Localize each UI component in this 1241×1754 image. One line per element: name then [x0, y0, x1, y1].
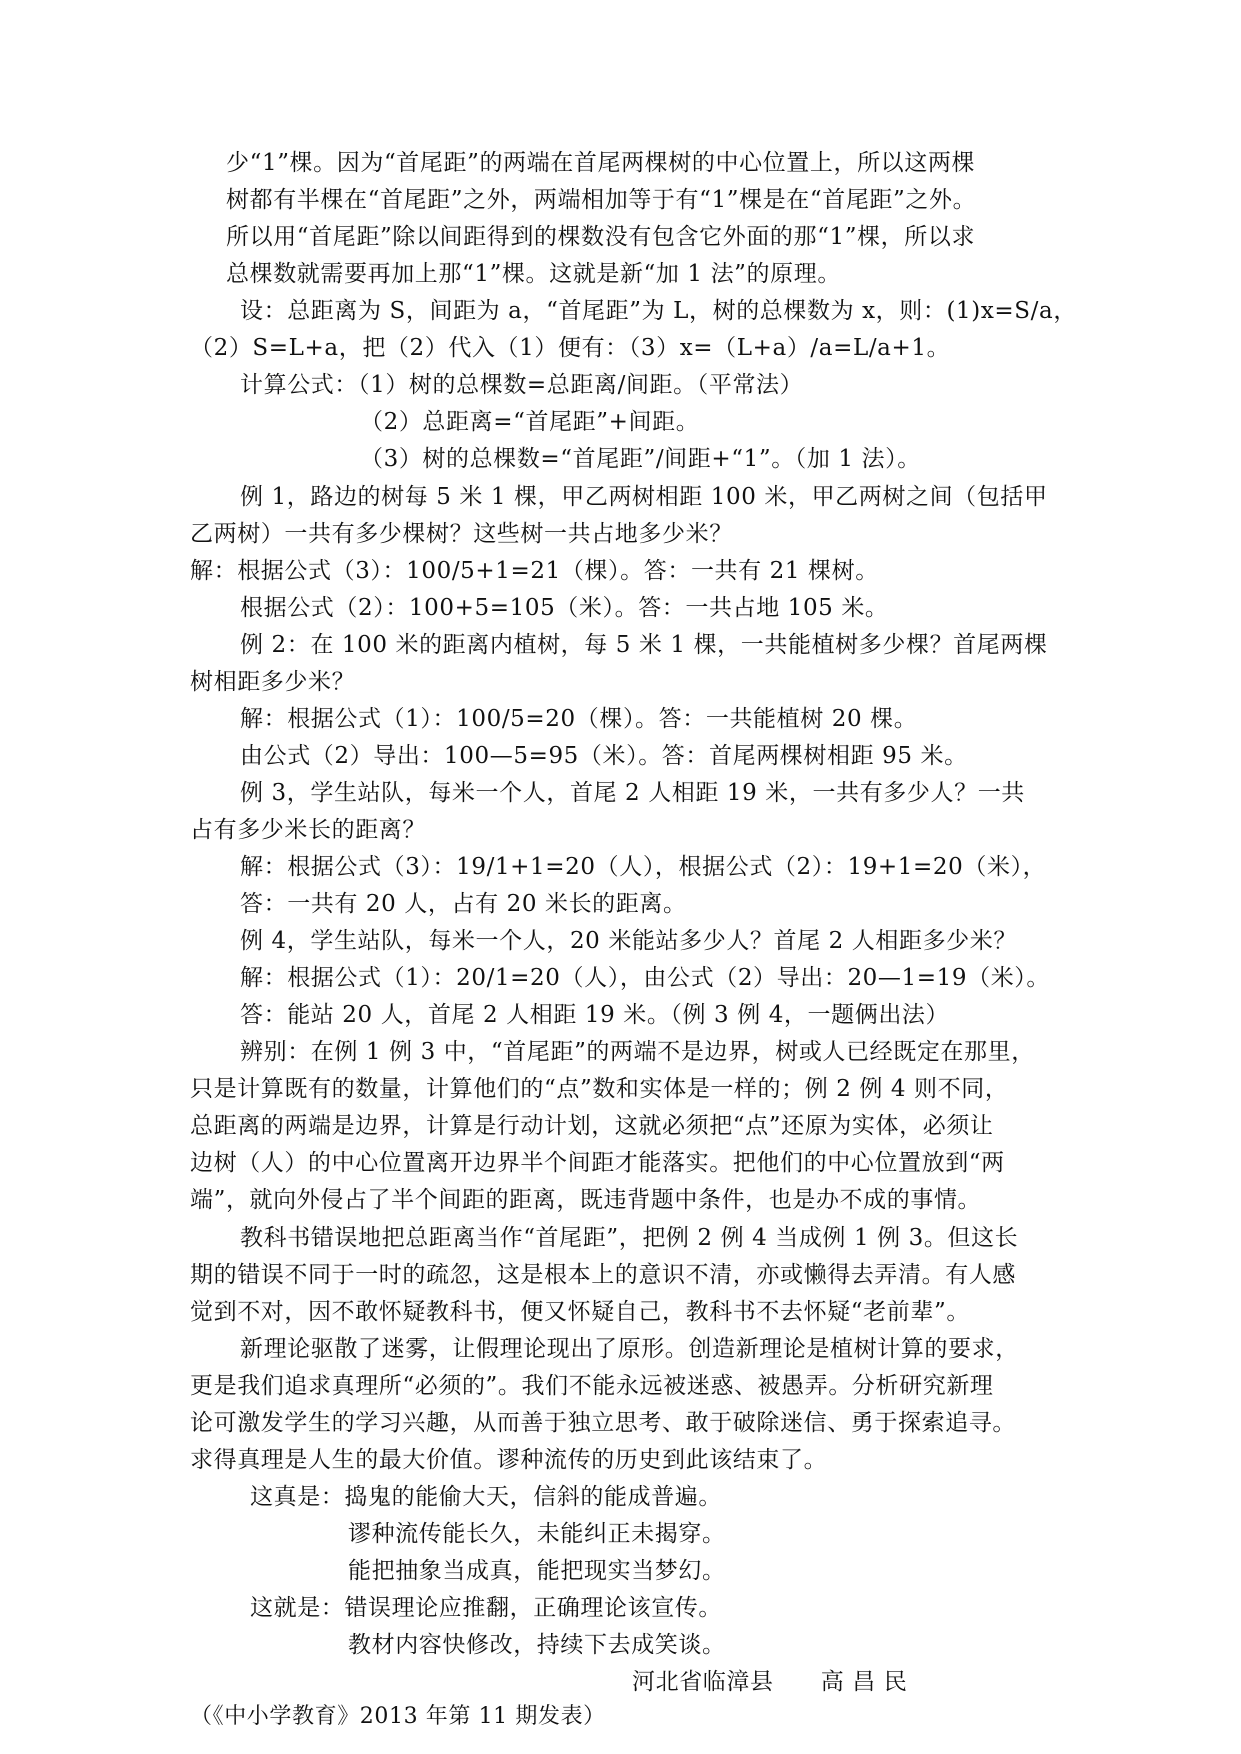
example-line: 例 4，学生站队，每米一个人，20 米能站多少人？首尾 2 人相距多少米？ [240, 928, 1017, 954]
paragraph-line: 求得真理是人生的最大价值。谬种流传的历史到此该结束了。 [190, 1447, 828, 1473]
paragraph-line: 设：总距离为 S，间距为 a，“首尾距”为 L，树的总棵数为 x，则：(1)x=S/a， [240, 298, 1077, 324]
solution-line: 根据公式（2）：100+5=105（米）。答：一共占地 105 米。 [240, 595, 889, 621]
verse-line: 这真是：捣鬼的能偷大天，信斜的能成普遍。 [250, 1484, 722, 1510]
paragraph-line: 觉到不对，因不敢怀疑教科书，便又怀疑自己，教科书不去怀疑“老前辈”。 [190, 1299, 970, 1325]
paragraph-line: 新理论驱散了迷雾，让假理论现出了原形。创造新理论是植树计算的要求， [240, 1336, 1019, 1362]
formula-heading: 计算公式：（1）树的总棵数=总距离/间距。（平常法） [240, 372, 804, 398]
paragraph-line: 论可激发学生的学习兴趣，从而善于独立思考、敢于破除迷信、勇于探索追寻。 [190, 1410, 1016, 1436]
solution-line: 解：根据公式（3）：19/1+1=20（人），根据公式（2）：19+1=20（米）， [240, 854, 1047, 880]
paragraph-line: 所以用“首尾距”除以间距得到的棵数没有包含它外面的那“1”棵，所以求 [226, 224, 976, 250]
formula-line: （3）树的总棵数=“首尾距”/间距+“1”。（加 1 法）。 [360, 446, 921, 472]
example-line: 例 2：在 100 米的距离内植树，每 5 米 1 棵，一共能植树多少棵？首尾两棵 [240, 632, 1048, 658]
solution-line: 由公式（2）导出：100—5=95（米）。答：首尾两棵树相距 95 米。 [240, 743, 968, 769]
paragraph-line: 更是我们追求真理所“必须的”。我们不能永远被迷惑、被愚弄。分析研究新理 [190, 1373, 994, 1399]
paragraph-line: 辨别：在例 1 例 3 中，“首尾距”的两端不是边界，树或人已经既定在那里， [240, 1039, 1035, 1065]
paragraph-line: 期的错误不同于一时的疏忽，这是根本上的意识不清，亦或懒得去弄清。有人感 [190, 1262, 1016, 1288]
example-line: 乙两树）一共有多少棵树？这些树一共占地多少米？ [190, 521, 733, 547]
example-line: 占有多少米长的距离？ [190, 817, 426, 843]
solution-line: 解：根据公式（1）：20/1=20（人），由公式（2）导出：20—1=19（米）。 [240, 965, 1050, 991]
formula-line: （2）总距离=“首尾距”+间距。 [360, 409, 700, 435]
paragraph-line: 树都有半棵在“首尾距”之外，两端相加等于有“1”棵是在“首尾距”之外。 [226, 187, 977, 213]
verse-line: 教材内容快修改，持续下去成笑谈。 [348, 1632, 726, 1658]
example-line: 例 1，路边的树每 5 米 1 棵，甲乙两树相距 100 米，甲乙两树之间（包括甲 [240, 484, 1048, 510]
paragraph-line: 总棵数就需要再加上那“1”棵。这就是新“加 1 法”的原理。 [226, 261, 841, 287]
paragraph-line: 教科书错误地把总距离当作“首尾距”，把例 2 例 4 当成例 1 例 3。但这长 [240, 1225, 1019, 1251]
verse-line: 能把抽象当成真，能把现实当梦幻。 [348, 1558, 726, 1584]
paragraph-line: 总距离的两端是边界，计算是行动计划，这就必须把“点”还原为实体，必须让 [190, 1113, 994, 1139]
answer-line: 答：能站 20 人，首尾 2 人相距 19 米。（例 3 例 4，一题俩出法） [240, 1002, 950, 1028]
example-line: 例 3，学生站队，每米一个人，首尾 2 人相距 19 米，一共有多少人？一共 [240, 780, 1025, 806]
example-line: 树相距多少米？ [190, 669, 356, 695]
verse-line: 这就是：错误理论应推翻，正确理论该宣传。 [250, 1595, 722, 1621]
answer-line: 答：一共有 20 人，占有 20 米长的距离。 [240, 891, 687, 917]
paragraph-line: （2）S=L+a，把（2）代入（1）便有：（3）x=（L+a）/a=L/a+1。 [190, 335, 951, 361]
publication-note: （《中小学教育》2013 年第 11 期发表） [190, 1704, 606, 1729]
paragraph-line: 少“1”棵。因为“首尾距”的两端在首尾两棵树的中心位置上，所以这两棵 [226, 150, 976, 176]
solution-line: 解：根据公式（3）：100/5+1=21（棵）。答：一共有 21 棵树。 [190, 558, 879, 584]
paragraph-line: 只是计算既有的数量，计算他们的“点”数和实体是一样的；例 2 例 4 则不同， [190, 1076, 1009, 1102]
author-signature: 河北省临漳县 高 昌 民 [632, 1669, 908, 1695]
verse-line: 谬种流传能长久，未能纠正未揭穿。 [348, 1521, 726, 1547]
paragraph-line: 边树（人）的中心位置离开边界半个间距才能落实。把他们的中心位置放到“两 [190, 1150, 1005, 1176]
paragraph-line: 端”，就向外侵占了半个间距的距离，既违背题中条件，也是办不成的事情。 [190, 1187, 982, 1213]
solution-line: 解：根据公式（1）：100/5=20（棵）。答：一共能植树 20 棵。 [240, 706, 918, 732]
